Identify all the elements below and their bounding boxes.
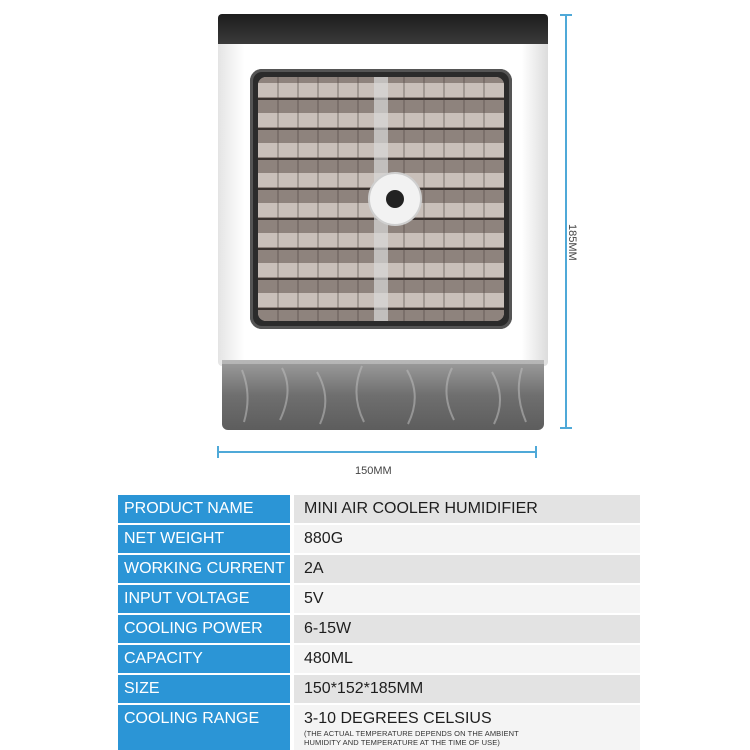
spec-label: COOLING RANGE	[118, 705, 290, 750]
spec-value: 880G	[294, 525, 640, 553]
spec-value: 150*152*185MM	[294, 675, 640, 703]
spec-row-product-name	[118, 494, 640, 524]
spec-value: 480ML	[294, 645, 640, 673]
spec-label: NET WEIGHT	[118, 525, 290, 553]
spec-label: COOLING POWER	[118, 615, 290, 643]
fan-grille	[258, 77, 504, 321]
spec-note-line-1: (THE ACTUAL TEMPERATURE DEPENDS ON THE AMBIENT	[304, 729, 519, 738]
height-dimension-label: 185MM	[566, 224, 578, 261]
spec-value: 5V	[294, 585, 640, 613]
cooler-top-rim	[218, 14, 548, 44]
height-dimension-line	[560, 14, 572, 429]
spec-label: INPUT VOLTAGE	[118, 585, 290, 613]
spec-row-cooling-range	[118, 704, 640, 750]
spec-value: 6-15W	[294, 615, 640, 643]
water-tank-texture	[222, 360, 544, 430]
spec-row-net-weight	[118, 524, 640, 554]
width-dimension-line	[217, 446, 537, 458]
spec-row-working-current	[118, 554, 640, 584]
width-dimension-label: 150MM	[355, 465, 392, 477]
spec-row-cooling-power	[118, 614, 640, 644]
spec-value: MINI AIR COOLER HUMIDIFIER	[294, 495, 640, 523]
spec-row-input-voltage	[118, 584, 640, 614]
spec-label: CAPACITY	[118, 645, 290, 673]
spec-label: PRODUCT NAME	[118, 495, 290, 523]
spec-label: WORKING CURRENT	[118, 555, 290, 583]
spec-row-size	[118, 674, 640, 704]
spec-note-line-2: HUMIDITY AND TEMPERATURE AT THE TIME OF USE)	[304, 738, 500, 747]
spec-value: 3-10 DEGREES CELSIUS	[304, 710, 492, 727]
water-tank	[222, 360, 544, 430]
fan-speed-knob	[368, 172, 422, 226]
spec-label: SIZE	[118, 675, 290, 703]
knob-center	[386, 190, 404, 208]
spec-value-cooling-range	[294, 705, 640, 750]
air-cooler-product-image	[218, 14, 548, 429]
spec-table	[118, 494, 640, 750]
spec-row-capacity	[118, 644, 640, 674]
spec-value: 2A	[294, 555, 640, 583]
fan-grille-frame	[250, 69, 512, 329]
